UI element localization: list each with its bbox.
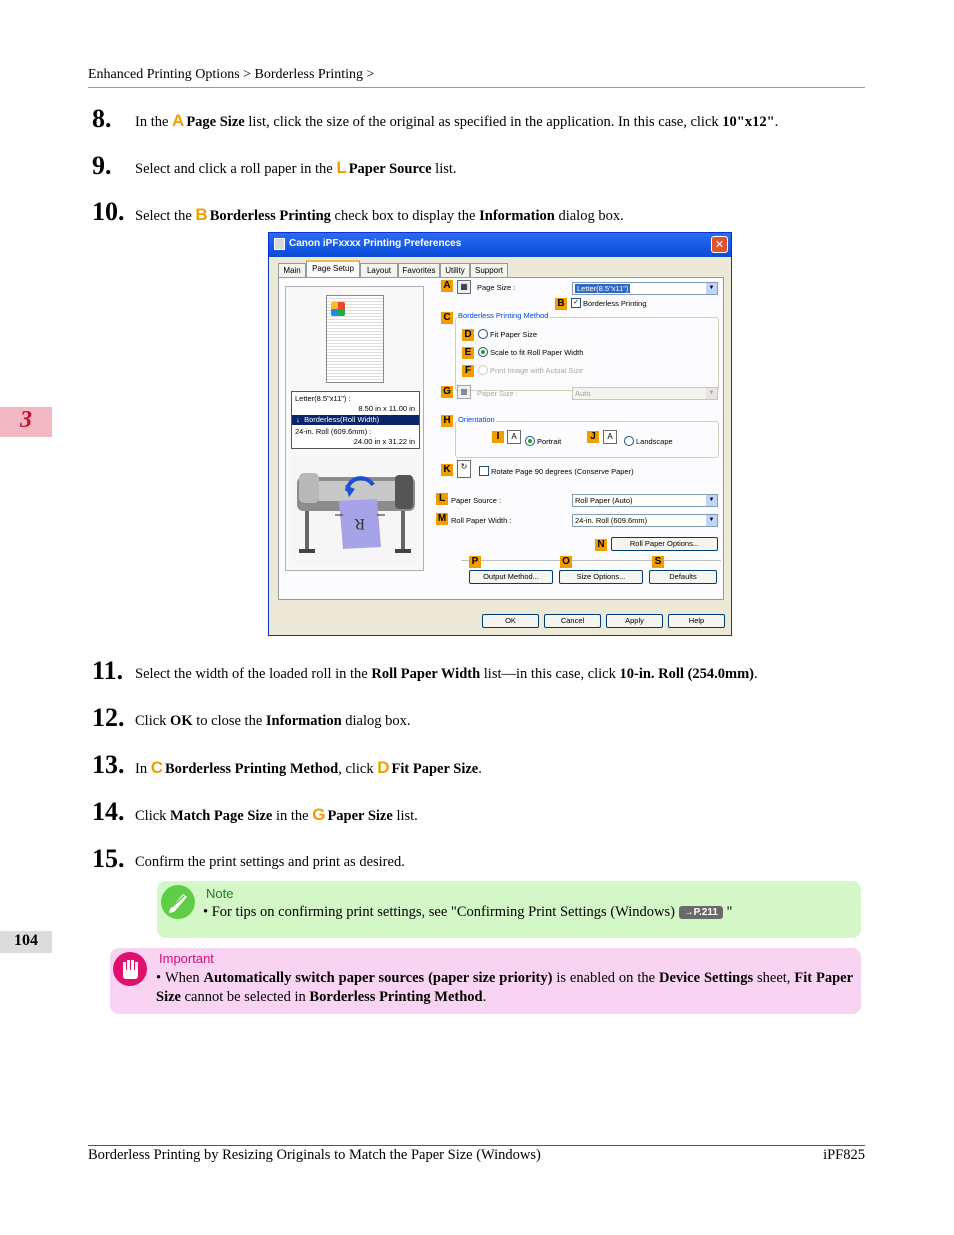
important-bold: Borderless Printing Method — [309, 989, 483, 1005]
step-text-part: Click — [135, 713, 171, 729]
chapter-tab[interactable] — [0, 407, 52, 437]
rotate-page-row[interactable] — [479, 467, 634, 477]
radio-selected-icon[interactable] — [478, 347, 488, 357]
step-bold: Fit Paper Size — [391, 761, 479, 777]
note-body — [203, 904, 732, 921]
step-text-part: In — [135, 761, 148, 777]
close-button[interactable]: ✕ — [711, 236, 728, 253]
page-number: 104 — [14, 932, 38, 949]
radio-selected-icon[interactable] — [525, 436, 535, 446]
step-text-part: Click — [135, 808, 171, 824]
callout-badge-a: A — [441, 280, 453, 292]
dialog-title: Canon iPFxxxx Printing Preferences — [289, 238, 462, 249]
step-text-part: to close the — [192, 713, 266, 729]
paper-size-select[interactable] — [572, 387, 718, 400]
callout-badge-n: N — [595, 539, 607, 551]
step-text: Confirm the print settings and print as desired. — [135, 854, 405, 870]
step-text-part: , click — [338, 761, 374, 777]
important-text: . — [482, 989, 487, 1005]
paper-source-label: Paper Source : — [451, 496, 502, 505]
divider — [461, 560, 721, 562]
step-text — [135, 158, 457, 179]
roll-width-value: 24-in. Roll (609.6mm) — [575, 516, 648, 525]
callout-badge-s: S — [652, 556, 664, 568]
chevron-down-icon: ▼ — [706, 388, 717, 399]
important-text: When — [165, 970, 204, 986]
step-text-part: list—in this case, click — [480, 666, 620, 682]
portrait-option[interactable] — [525, 437, 561, 447]
landscape-label: Landscape — [636, 437, 673, 446]
borderless-label: Borderless Printing — [583, 299, 647, 308]
landscape-option[interactable] — [624, 437, 673, 447]
step-text — [135, 111, 778, 132]
header-rule — [88, 87, 865, 88]
important-bold: Fit Paper Size — [156, 970, 854, 1005]
paper-info-box — [291, 391, 420, 449]
paper-source-value: Roll Paper (Auto) — [575, 496, 633, 505]
roll-options-button[interactable]: Roll Paper Options... — [611, 537, 718, 551]
step-bold: Borderless Printing Method — [165, 761, 339, 777]
step-bold: Page Size — [186, 114, 245, 130]
tab-support[interactable]: Support — [470, 263, 508, 277]
portrait-icon: A — [507, 430, 521, 444]
dialog-titlebar — [269, 233, 731, 257]
fit-paper-size-label: Fit Paper Size — [490, 330, 538, 339]
step-text-part: . — [754, 666, 758, 682]
page-size-select[interactable] — [572, 282, 718, 295]
defaults-button[interactable]: Defaults — [649, 570, 717, 584]
size-options-button[interactable]: Size Options... — [559, 570, 643, 584]
printer-icon — [274, 238, 285, 250]
callout-badge-i: I — [492, 431, 504, 443]
print-actual-option[interactable] — [478, 366, 583, 376]
paper-size-label: Paper Size : — [477, 389, 518, 398]
preview-pane — [285, 286, 424, 571]
info-line: 8.50 in x 11.00 in — [358, 404, 415, 413]
callout-label: B — [195, 205, 208, 224]
page-setup-panel — [278, 277, 724, 600]
step-text-part: Select the width of the loaded roll in the — [135, 666, 372, 682]
note-text: For tips on confirming print settings, see "Confirming Print Settings (Windows) — [211, 904, 675, 920]
radio-icon[interactable] — [624, 436, 634, 446]
step-text-part: dialog box. — [554, 208, 624, 224]
footer-model: iPF825 — [823, 1147, 865, 1163]
checkbox-icon[interactable] — [479, 466, 489, 476]
paper-preview — [326, 295, 384, 383]
callout-badge-l: L — [436, 493, 448, 505]
page-size-value: Letter(8.5"x11") — [577, 284, 629, 293]
step-number: 12. — [92, 703, 125, 732]
important-body — [156, 969, 853, 1007]
borderless-checkbox-row[interactable] — [571, 299, 646, 309]
svg-text:R: R — [354, 515, 365, 532]
callout-badge-h: H — [441, 415, 453, 427]
rotate-page-icon: ↻ — [457, 460, 471, 478]
chapter-number: 3 — [20, 407, 32, 433]
radio-disabled-icon[interactable] — [478, 365, 488, 375]
step-number: 10. — [92, 197, 125, 226]
step-bold: Information — [479, 208, 555, 224]
note-box — [157, 881, 861, 938]
step-text — [135, 664, 758, 684]
pencil-icon — [161, 885, 195, 919]
chevron-down-icon: ▼ — [706, 515, 717, 526]
callout-label: G — [312, 805, 326, 824]
callout-badge-d: D — [462, 329, 474, 341]
callout-label: D — [377, 758, 390, 777]
important-title: Important — [159, 951, 214, 966]
step-bold: 10-in. Roll (254.0mm) — [619, 666, 755, 682]
page-number-tab — [0, 931, 52, 953]
bullet: • — [203, 904, 209, 920]
important-box — [110, 948, 861, 1014]
step-number: 13. — [92, 750, 125, 779]
radio-icon[interactable] — [478, 329, 488, 339]
footer-section-title: Borderless Printing by Resizing Originals to Match the Paper Size (Windows) — [88, 1147, 541, 1163]
checkbox-checked-icon[interactable]: ✓ — [571, 298, 581, 308]
step-text — [135, 758, 482, 779]
hand-glyph — [113, 952, 147, 986]
step-text-part: Select and click a roll paper in the — [135, 161, 333, 177]
tab-page-setup[interactable]: Page Setup — [306, 260, 360, 279]
info-line: 24.00 in x 31.22 in — [353, 437, 415, 446]
breadcrumb: Enhanced Printing Options > Borderless Printing > — [88, 67, 375, 82]
step-text-part: check box to display the — [330, 208, 480, 224]
step-bold: OK — [170, 713, 193, 729]
step-number: 11. — [92, 656, 124, 685]
page-size-label: Page Size : — [477, 283, 516, 292]
info-line: Borderless(Roll Width) — [304, 415, 380, 424]
step-text-part: dialog box. — [341, 713, 411, 729]
step-number: 15. — [92, 844, 125, 873]
printing-preferences-dialog — [268, 232, 732, 636]
pencil-glyph — [161, 885, 195, 919]
rotate-page-label: Rotate Page 90 degrees (Conserve Paper) — [491, 467, 634, 476]
printer-graphic — [291, 455, 420, 565]
note-end: " — [726, 904, 733, 920]
output-method-button[interactable]: Output Method... — [469, 570, 553, 584]
fit-paper-size-option[interactable] — [478, 330, 537, 340]
paper-size-value: Auto — [575, 389, 591, 398]
step-bold: Roll Paper Width — [371, 666, 481, 682]
important-bold: Automatically switch paper sources (paper size priority) — [203, 970, 553, 986]
help-button[interactable]: Help — [668, 614, 725, 628]
important-text: is enabled on the — [552, 970, 659, 986]
step-text — [135, 805, 418, 826]
step-text-part: list. — [431, 161, 457, 177]
roll-width-select[interactable] — [572, 514, 718, 527]
step-number: 9. — [92, 151, 112, 180]
orientation-title: Orientation — [458, 415, 495, 424]
step-text-part: . — [478, 761, 482, 777]
tab-main[interactable]: Main — [278, 263, 306, 277]
apply-button[interactable]: Apply — [606, 614, 663, 628]
step-bold: Paper Size — [327, 808, 393, 824]
step-bold: Match Page Size — [170, 808, 273, 824]
important-text: sheet, — [753, 970, 795, 986]
image-thumbnail-icon — [331, 302, 345, 316]
chevron-down-icon: ▼ — [706, 495, 717, 506]
chevron-down-icon: ▼ — [706, 283, 717, 294]
paper-size-icon: ▦ — [457, 385, 471, 399]
callout-badge-f: F — [462, 365, 474, 377]
info-line: Letter(8.5"x11") : — [295, 394, 351, 403]
callout-badge-o: O — [560, 556, 572, 568]
step-text-part: list. — [392, 808, 418, 824]
important-bold: Device Settings — [658, 970, 754, 986]
page-reference-link[interactable]: →P.211 — [679, 906, 723, 919]
stop-hand-icon — [113, 952, 147, 986]
scale-roll-option[interactable] — [478, 348, 583, 358]
cancel-button[interactable]: Cancel — [544, 614, 601, 628]
step-text-part: in the — [272, 808, 309, 824]
ok-button[interactable]: OK — [482, 614, 539, 628]
callout-badge-k: K — [441, 464, 453, 476]
paper-source-select[interactable] — [572, 494, 718, 507]
callout-label: A — [172, 111, 185, 130]
step-text-part: . — [774, 114, 779, 130]
footer-rule — [88, 1145, 865, 1146]
roll-width-label: Roll Paper Width : — [451, 516, 512, 525]
callout-badge-c: C — [441, 312, 453, 324]
step-text-part: Select the — [135, 208, 192, 224]
callout-badge-e: E — [462, 347, 474, 359]
step-bold: Information — [265, 713, 342, 729]
portrait-label: Portrait — [537, 437, 562, 446]
tab-favorites[interactable]: Favorites — [398, 263, 440, 277]
printer-illustration — [291, 455, 420, 565]
callout-label: L — [336, 158, 347, 177]
note-title: Note — [206, 886, 234, 901]
callout-badge-b: B — [555, 298, 567, 310]
step-text-part: In the — [135, 114, 169, 130]
page-size-icon: ▦ — [457, 280, 471, 294]
print-actual-label: Print Image with Actual Size — [490, 366, 583, 375]
landscape-icon: A — [603, 430, 617, 444]
step-text — [135, 711, 411, 731]
callout-badge-p: P — [469, 556, 481, 568]
tab-layout[interactable]: Layout — [360, 263, 398, 277]
bullet: • — [156, 970, 162, 986]
callout-badge-j: J — [587, 431, 599, 443]
callout-badge-m: M — [437, 513, 447, 524]
info-line: 24-in. Roll (609.6mm) : — [295, 427, 372, 436]
callout-label: C — [150, 758, 163, 777]
info-line-selected: ↓ Borderless(Roll Width) — [292, 415, 419, 425]
step-bold: 10"x12" — [722, 114, 775, 130]
step-number: 8. — [92, 104, 112, 133]
step-text-part: list, click the size of the original as specified in the application. In this case, click — [244, 114, 723, 130]
step-number: 14. — [92, 797, 125, 826]
step-text — [135, 205, 624, 226]
callout-badge-g: G — [441, 386, 453, 398]
scale-roll-label: Scale to fit Roll Paper Width — [490, 348, 584, 357]
important-text: cannot be selected in — [180, 989, 310, 1005]
tab-utility[interactable]: Utility — [440, 263, 470, 277]
step-bold: Borderless Printing — [209, 208, 331, 224]
borderless-method-title: Borderless Printing Method — [458, 311, 549, 320]
step-bold: Paper Source — [348, 161, 432, 177]
